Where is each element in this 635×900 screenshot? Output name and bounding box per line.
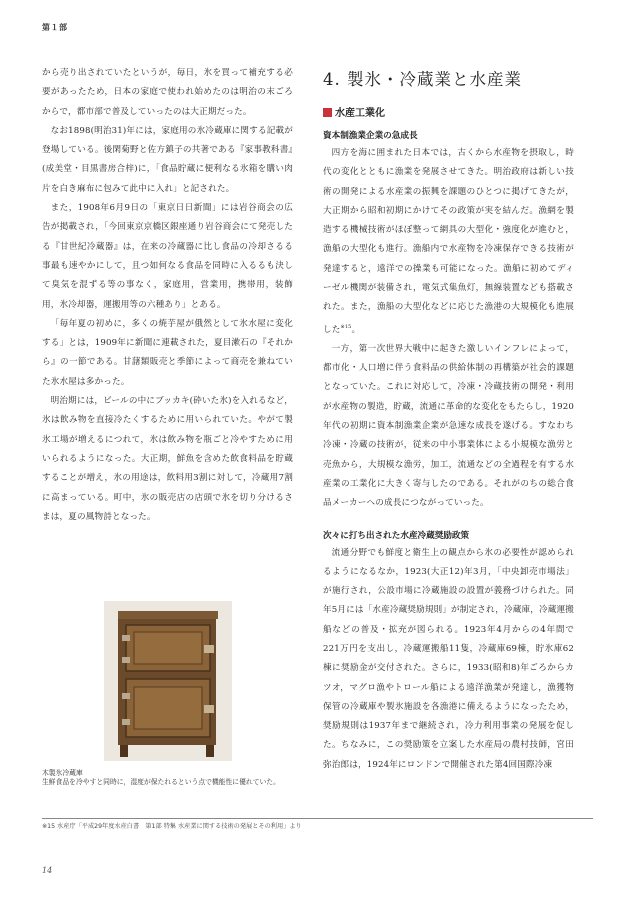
caption-text: 生鮮食品を冷やすと同時に，湿度が保たれるという点で機能性に優れていた。	[42, 778, 280, 786]
left-paragraph-2: なお1898(明治31)年には，家庭用の氷冷蔵庫に関する記載が登場している。後閑菊野と佐方鎮子の共著である『家事教科書』(成美堂・目黒書房合梓)に，「食品貯蔵に便利なる氷箱を購い肉片を白き麻布に包みて此中に入れ」と記された。	[42, 125, 293, 194]
section-heading-text: 水産工業化	[335, 108, 385, 119]
left-column	[42, 64, 293, 527]
subheading-2: 次々に打ち出された水産冷蔵奨励政策	[323, 530, 470, 541]
footnote-marker: ※15	[340, 323, 352, 330]
footnote-divider	[42, 818, 593, 819]
footnote: ※15 水産庁「平成29年度水産白書 第1部 特集 水産業に関する技術の発展とその利用」より	[42, 823, 302, 830]
chapter-title: 4. 製氷・冷蔵業と水産業	[323, 70, 522, 89]
left-paragraph-1: から売り出されていたというが，毎日，氷を買って補充する必要があったため，日本の家庭で使われ始めたのは明治の末ごろからで，都市部で普及していったのは大正期だった。	[42, 68, 293, 117]
right-paragraph-3: 流通分野でも鮮度と衛生上の観点から氷の必要性が認められるようになるなか，1923(大正12)年3月，「中央卸売市場法」が施行され，公設市場に冷蔵施設の設置が義務づけられた。同年5月には「水産冷蔵奨励規則」が制定され，冷蔵庫，冷蔵運搬船などの普及・拡充が図られる。1923年4月からの4年間で221万円を支出し，冷蔵運搬船11隻，冷蔵庫69棟，貯氷庫62棟に奨励金が交付された。さらに，1933(昭和8)年ごろからカツオ，マグロ漁やトロール船による遠洋漁業が発達し，漁獲物保管の冷蔵庫や製氷施設を各漁港に備えるようになったため，奨励規則は1937年まで継続され，冷力利用事業の発展を促した。ちなみに，この奨励策を立案した水産局の農村技師，宮田弥治郎は，1924年にロンドンで開催された第4回国際冷凍	[323, 547, 574, 770]
red-square-icon	[323, 108, 332, 117]
part-label: 第１部	[42, 23, 68, 32]
page-number: 14	[42, 866, 53, 875]
left-paragraph-4: 「毎年夏の初めに，多くの焼芋屋が俄然として氷水屋に変化する」とは，1909年に新聞に連載された，夏目漱石の『それから』の一節である。甘藷類販売と季節によって商売を兼ねていた氷水屋は多かった。	[42, 318, 293, 387]
icebox-illustration	[104, 601, 232, 761]
right-column	[323, 128, 574, 775]
section-heading	[323, 104, 385, 119]
icebox-photo	[104, 601, 232, 761]
subheading-1: 資本制漁業企業の急成長	[323, 131, 418, 141]
caption-title: 木製氷冷蔵庫	[42, 769, 83, 777]
left-paragraph-3: また，1908年6月9日の「東京日日新聞」には岩谷商会の広告が掲載され，「今回東京京橋区銀座通り岩谷商会にて発売したる『甘世紀冷蔵器』は，在来の冷蔵器に比し食品の冷却さるる事最も速やかにして，且つ如何なる食品を同時に入るるも決して臭気を混ずる等の事なく，家庭用，営業用，携帯用，装飾用，氷冷却器，運搬用等の六種あり」とある。	[42, 203, 293, 310]
photo-caption	[42, 769, 282, 787]
right-paragraph-1: 四方を海に囲まれた日本では，古くから水産物を摂取し，時代の変化とともに漁業を発展させてきた。明治政府は新しい技術の開発による水産業の振興を課題のひとつに掲げてきたが，大正期から昭和初期にかけてその政策が実を結んだ。漁網を製造する機械技術がほぼ整って網具の大型化・強度化が進むと，漁船の大型化も進行。漁船内で水産物を冷凍保存できる技術が発達すると，遠洋での操業も可能になった。漁船に初めてディーゼル機関が装備され，電気式集魚灯，無線装置なども搭載された。また，漁船の大型化などに応じた漁港の大規模化も進展した$^{※15}$。	[323, 148, 574, 335]
left-paragraph-5: 明治期には，ビールの中にブッカキ(砕いた氷)を入れるなど，氷は飲み物を直接冷たくするために用いられていた。やがて製氷工場が増えるにつれて，氷は飲み物を瓶ごと冷やすために用いられるようになった。大正期，鮮魚を含めた飲食料品を貯蔵することが増え，氷の用途は，飲料用3割に対して，冷蔵用7割に高まっている。町中，氷の販売店の店頭で氷を切り分けるさまは，夏の風物詩となった。	[42, 396, 293, 522]
right-paragraph-1-text: 四方を海に囲まれた日本では，古くから水産物を摂取し，時代の変化とともに漁業を発展させてきた。明治政府は新しい技術の開発による水産業の振興を課題のひとつに掲げてきたが，大正期から昭和初期にかけてその政策が実を結んだ。漁網を製造する機械技術がほぼ整って網具の大型化・強度化が進むと，漁船の大型化も進行。漁船内で水産物を冷凍保存できる技術が発達すると，遠洋での操業も可能になった。漁船に初めてディーゼル機関が装備され，電気式集魚灯，無線装置なども搭載された。また，漁船の大型化などに応じた漁港の大規模化も進展した	[323, 148, 574, 335]
right-paragraph-2: 一方，第一次世界大戦中に起きた激しいインフレによって，都市化・人口増に伴う食料品の供給体制の再構築が社会的課題となっていた。これに対応して，冷凍・冷蔵技術の開発・利用が水産物の製造，貯蔵，流通に革命的な変化をもたらし，1920年代の初期に資本制漁業企業が急速な成長を遂げる。すなわち冷凍・冷蔵の技術が，従来の中小事業体による小規模な漁労と売魚から，大規模な漁労，加工，流通などの全過程を有する水産業の工業化に大きく寄与したのである。それがのちの総合食品メーカーへの成長につながっていった。	[323, 343, 574, 509]
